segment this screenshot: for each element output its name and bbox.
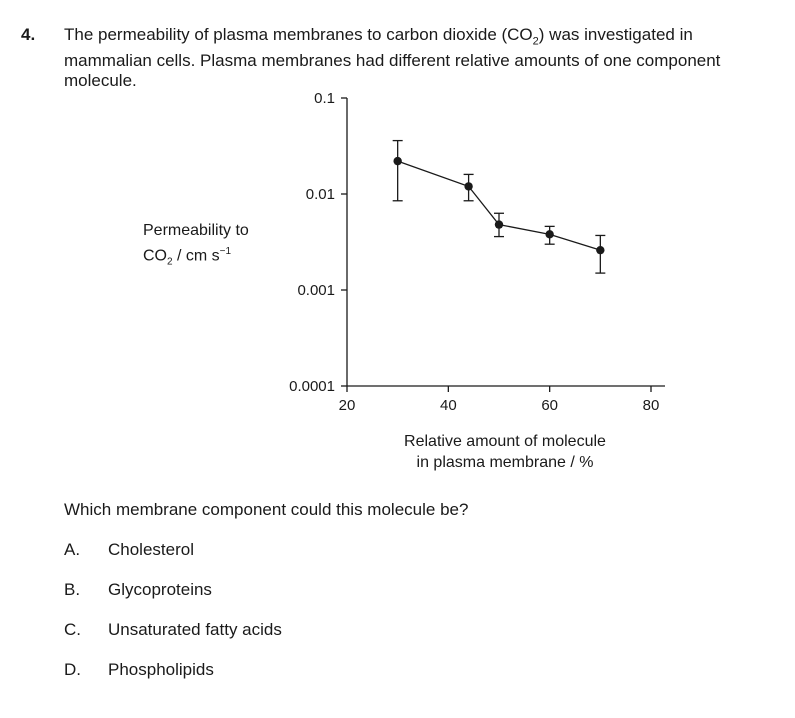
data-point (596, 246, 604, 254)
y-tick-label: 0.1 (314, 90, 335, 107)
data-point (393, 157, 401, 165)
chart-series (393, 141, 606, 274)
y-tick-label: 0.0001 (289, 378, 335, 395)
y-tick-label: 0.001 (297, 282, 335, 299)
option-a[interactable]: A. Cholesterol (64, 540, 194, 559)
x-tick-label: 20 (338, 397, 356, 414)
question-prompt: Which membrane component could this molecule be? (64, 500, 469, 519)
x-tick-label: 40 (439, 397, 457, 414)
x-tick-label: 80 (642, 397, 660, 414)
y-axis-label: Permeability to $CO_2$ / cm $s^{-1}$ (143, 222, 249, 268)
y-tick-label: 0.01 (305, 186, 335, 203)
data-point (495, 220, 503, 228)
option-c[interactable]: C. Unsaturated fatty acids (64, 620, 282, 639)
data-point (464, 182, 472, 190)
option-d[interactable]: D. Phospholipids (64, 660, 214, 679)
x-tick-label: 60 (541, 397, 559, 414)
option-b[interactable]: B. Glycoproteins (64, 580, 212, 599)
question-number: 4. (21, 25, 36, 44)
x-axis-label: Relative amount of molecule in plasma membrane / % (404, 433, 606, 471)
data-point (545, 230, 553, 238)
question-stem: The permeability of plasma membranes to carbon dioxide $(CO_2)$ was investigated in mammalian cells. Plasma membranes had different relative amounts of one component molecule. (64, 25, 721, 91)
